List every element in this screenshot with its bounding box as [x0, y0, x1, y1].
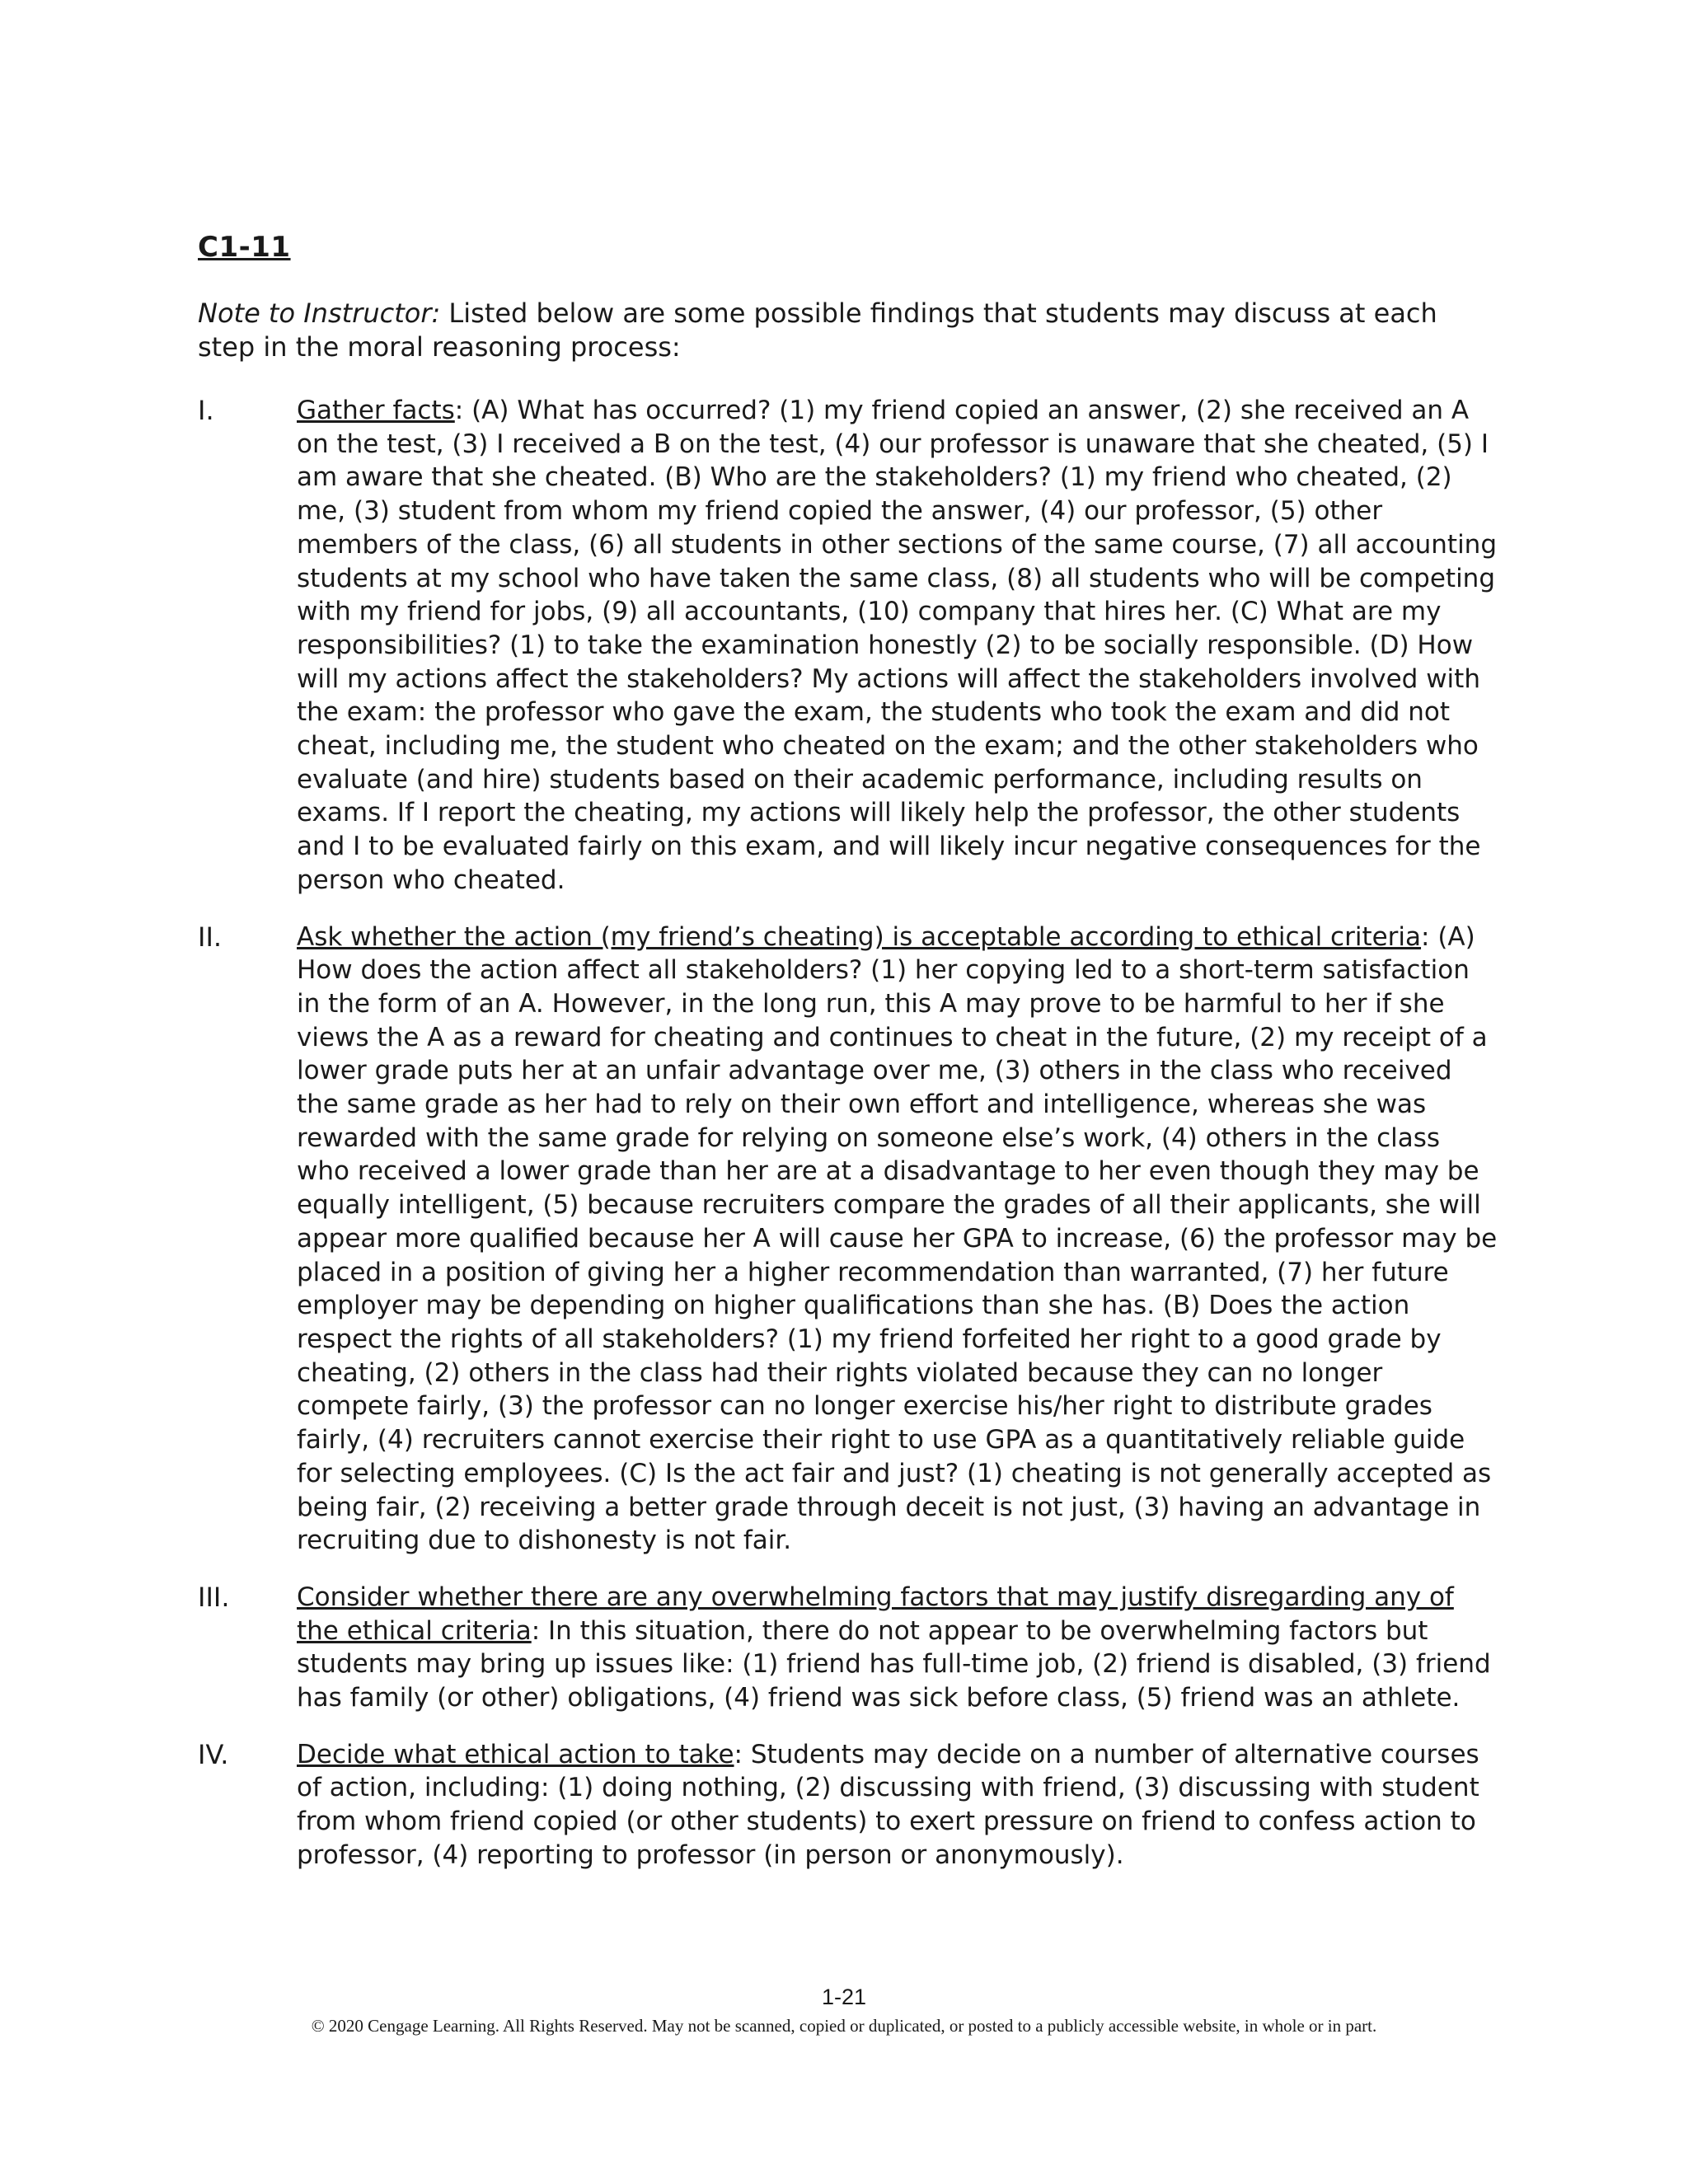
step-numeral: I. — [198, 395, 214, 426]
step-text: : (A) How does the action affect all stakeholders? (1) her copying led to a short-term satisfaction in the form of an A. However, in the long run, this A may prove to be harmful to her if she views the A as a reward for cheating and continues to cheat in the future, (2) my receipt of a lower grade puts her at an unfair advantage over me, (3) others in the class who received the same grade as her had to rely on their own effort and intelligence, whereas she was rewarded with the same grade for relying on someone else’s work, (4) others in the class who received a lower grade than her are at a disadvantage to her even though they may be equally intelligent, (5) because recruiters compare the grades of all their applicants, she will appear more qualified because her A will cause her GPA to increase, (6) the professor may be placed in a position of giving her a higher recommendation than warranted, (7) her future employer may be depending on higher qualifications than she has. (B) Does the action respect the rights of all stakeholders? (1) my friend forfeited her right to a good grade by cheating, (2) others in the class had their rights violated because they can no longer compete fairly, (3) the professor can no longer exercise his/her right to distribute grades fairly, (4) recruiters cannot exercise their right to use GPA as a quantitatively reliable guide for selecting employees. (C) Is the act fair and just? (1) cheating is not generally accepted as being fair, (2) receiving a better grade through deceit is not just, (3) having an advantage in recruiting due to dishonesty is not fair. — [297, 921, 1498, 1556]
intro-paragraph — [198, 297, 1484, 364]
step-text: : Students may decide on a number of alternative courses of action, including: (1) doing nothing, (2) discussing with friend, (3) discussing with student from whom friend copied (or other students) to exert pressure on friend to confess action to professor, (4) reporting to professor (in person or anonymously). — [297, 1739, 1479, 1870]
step-title: Consider whether there are any overwhelming factors that may justify disregarding any of the ethical criteria — [297, 1582, 1454, 1646]
page-number: 1-21 — [821, 1985, 867, 2009]
step-item-4 — [198, 1738, 1500, 1872]
step-numeral: IV. — [198, 1738, 229, 1770]
step-numeral: II. — [198, 921, 223, 953]
step-body — [297, 394, 1500, 898]
section-heading: C1-11 — [198, 231, 291, 264]
intro-text: Listed below are some possible findings that students may discuss at each step in the moral reasoning process: — [198, 298, 1437, 363]
step-title: Decide what ethical action to take — [297, 1739, 734, 1769]
step-item-2 — [198, 921, 1500, 1558]
step-title: Ask whether the action (my friend’s cheating) is acceptable according to ethical criteria — [297, 921, 1422, 952]
step-numeral: III. — [198, 1581, 230, 1613]
copyright-notice: © 2020 Cengage Learning. All Rights Reserved. May not be scanned, copied or duplicated, or posted to a publicly accessible website, in whole or in part. — [311, 2016, 1377, 2036]
step-title: Gather facts — [297, 396, 455, 425]
step-body — [297, 1738, 1500, 1872]
step-list — [198, 394, 1500, 1896]
intro-label: Note to Instructor: — [198, 298, 441, 329]
step-body — [297, 1581, 1500, 1715]
step-body — [297, 921, 1500, 1558]
step-item-3 — [198, 1581, 1500, 1715]
step-item-1 — [198, 394, 1500, 898]
step-text: : (A) What has occurred? (1) my friend copied an answer, (2) she received an A on the test, (3) I received a B on the test, (4) our professor is unaware that she cheated, (5) I am aware that she cheated. (B) Who are the stakeholders? (1) my friend who cheated, (2) me, (3) student from whom my friend copied the answer, (4) our professor, (5) other members of the class, (6) all students in other sections of the same course, (7) all accounting students at my school who have taken the same class, (8) all students who will be competing with my friend for jobs, (9) all accountants, (10) company that hires her. (C) What are my responsibilities? (1) to take the examination honestly (2) to be socially responsible. (D) How will my actions affect the stakeholders? My actions will affect the stakeholders involved with the exam: the professor who gave the exam, the students who took the exam and did not cheat, including me, the student who cheated on the exam; and the other stakeholders who evaluate (and hire) students based on their academic performance, including results on exams. If I report the cheating, my actions will likely help the professor, the other students and I to be evaluated fairly on this exam, and will likely incur negative consequences for the person who cheated. — [297, 396, 1498, 895]
step-text: : In this situation, there do not appear to be overwhelming factors but students may bring up issues like: (1) friend has full-time job, (2) friend is disabled, (3) friend has family (or other) obligations, (4) friend was sick before class, (5) friend was an athlete. — [297, 1615, 1491, 1713]
